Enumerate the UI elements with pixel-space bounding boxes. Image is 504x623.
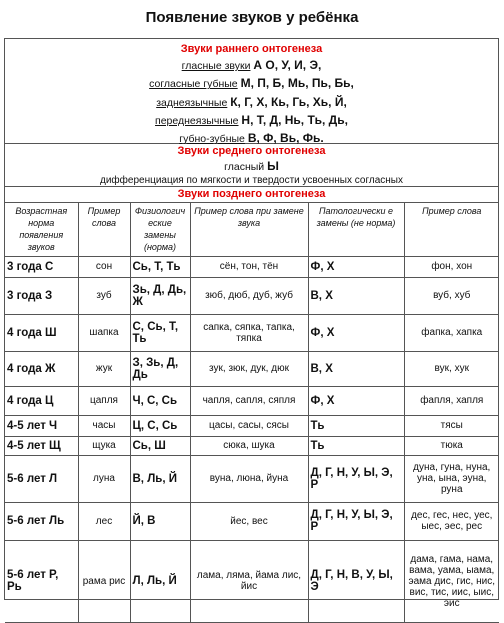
phys-cell: З, Зь, Д, Дь (130, 351, 190, 386)
header-age-norm: Возрастная норма появления звуков (5, 203, 78, 256)
path-cell: В, Х (308, 351, 404, 386)
early-row-label: переднеязычные (155, 114, 239, 127)
early-row-label: гласные звуки (181, 60, 251, 72)
phys-example-cell: йес, вес (190, 502, 308, 540)
early-section-title: Звуки раннего онтогенеза (180, 43, 323, 55)
age-cell: 5-6 лет Л (5, 455, 78, 502)
phys-cell: С, Сь, Т, Ть (130, 314, 190, 351)
path-example-cell: вуб, хуб (404, 277, 499, 314)
path-example-cell: дуна, гуна, нуна, уна, ына, эуна, руна (404, 455, 499, 502)
early-row-label: согласные губные (149, 78, 238, 91)
path-example-cell: тясы (404, 415, 499, 436)
early-row-label: губно-зубные (179, 133, 245, 146)
path-cell: Ф, Х (308, 386, 404, 415)
path-cell: Ть (308, 415, 404, 436)
age-cell: 3 года З (5, 277, 78, 314)
word-cell: цапля (78, 386, 130, 415)
middle-vowel: Ы (267, 159, 279, 173)
early-row-sounds: М, П, Б, Мь, Пь, Бь, (240, 76, 354, 91)
table-row (5, 386, 499, 415)
path-example-cell: вук, хук (404, 351, 499, 386)
phys-cell: Ч, С, Сь (130, 386, 190, 415)
age-cell: 3 года С (5, 256, 78, 277)
word-cell: рама рис (78, 540, 130, 622)
word-cell: щука (78, 436, 130, 455)
early-row-sounds: Н, Т, Д, Нь, Ть, Дь, (241, 112, 348, 127)
middle-section-title: Звуки среднего онтогенеза (177, 145, 326, 157)
page-title: Появление звуков у ребёнка (145, 9, 359, 26)
word-cell: лес (78, 502, 130, 540)
early-row-sounds: В, Ф, Вь, Фь. (247, 131, 324, 146)
age-cell: 4-5 лет Щ (5, 436, 78, 455)
middle-ontogenesis-section (5, 144, 498, 187)
table-row (5, 436, 499, 455)
word-cell: зуб (78, 277, 130, 314)
phys-example-cell: зук, зюк, дук, дюк (190, 351, 308, 386)
phys-example-cell: зюб, дюб, дуб, жуб (190, 277, 308, 314)
word-cell: луна (78, 455, 130, 502)
word-cell: часы (78, 415, 130, 436)
phys-cell: Сь, Т, Ть (130, 256, 190, 277)
path-example-cell: фапля, хапля (404, 386, 499, 415)
word-cell: жук (78, 351, 130, 386)
path-cell: Ф, Х (308, 314, 404, 351)
word-cell: шапка (78, 314, 130, 351)
header-replacement-example: Пример слова при замене звука (190, 203, 308, 256)
path-example-cell: тюка (404, 436, 499, 455)
early-row-sounds: К, Г, Х, Кь, Гь, Хь, Й, (230, 94, 347, 109)
early-row-front-lingual (5, 112, 498, 130)
header-word-example: Пример слова (78, 203, 130, 256)
phys-cell: В, Ль, Й (130, 455, 190, 502)
path-example-cell: дама, гама, нама, вама, уама, ыама, эама дис, гис, нис, вис, тис, иис, ыис, эис (404, 540, 499, 622)
late-ontogenesis-section (5, 187, 498, 203)
table-row (5, 455, 499, 502)
phys-cell: Й, В (130, 502, 190, 540)
phys-example-cell: чапля, сапля, сяпля (190, 386, 308, 415)
header-pathological-replacements: Патологически е замены (не норма) (308, 203, 404, 256)
phys-example-cell: сён, тон, тён (190, 256, 308, 277)
age-cell: 5-6 лет Р, Рь (5, 540, 78, 622)
phys-cell: Л, Ль, Й (130, 540, 190, 622)
path-example-cell: фон, хон (404, 256, 499, 277)
table-row (5, 540, 499, 622)
path-cell: Д, Г, Н, В, У, Ы, Э (308, 540, 404, 622)
early-ontogenesis-section (5, 39, 498, 144)
age-cell: 4 года Ш (5, 314, 78, 351)
age-cell: 4-5 лет Ч (5, 415, 78, 436)
table-row (5, 277, 499, 314)
middle-vowel-label: гласный (224, 161, 265, 173)
phys-example-cell: вуна, люна, йуна (190, 455, 308, 502)
early-row-label: заднеязычные (156, 96, 228, 109)
early-row-sounds: А О, У, И, Э, (253, 58, 322, 72)
table-header-row (5, 203, 499, 256)
table-row (5, 314, 499, 351)
path-cell: Д, Г, Н, У, Ы, Э, Р (308, 502, 404, 540)
early-row-labial (5, 75, 498, 93)
path-cell: Д, Г, Н, У, Ы, Э, Р (308, 455, 404, 502)
path-example-cell: дес, гес, нес, уес, ыес, эес, рес (404, 502, 499, 540)
table-row (5, 502, 499, 540)
age-cell: 4 года Ж (5, 351, 78, 386)
phys-example-cell: цасы, сасы, сясы (190, 415, 308, 436)
table-row (5, 351, 499, 386)
middle-note: дифференциация по мягкости и твердости усвоенных согласных (100, 175, 403, 186)
phys-cell: Ц, С, Сь (130, 415, 190, 436)
path-example-cell: фапка, хапка (404, 314, 499, 351)
path-cell: Ф, Х (308, 256, 404, 277)
late-sounds-table (5, 203, 499, 623)
phys-example-cell: сапка, сяпка, тапка, тяпка (190, 314, 308, 351)
phys-example-cell: сюка, шука (190, 436, 308, 455)
phys-cell: Сь, Ш (130, 436, 190, 455)
phys-cell: Зь, Д, Дь, Ж (130, 277, 190, 314)
age-cell: 4 года Ц (5, 386, 78, 415)
header-physiological-replacements: Физиологич еские замены (норма) (130, 203, 190, 256)
late-section-title: Звуки позднего онтогенеза (177, 188, 326, 200)
age-cell: 5-6 лет Ль (5, 502, 78, 540)
table-row (5, 256, 499, 277)
path-cell: В, Х (308, 277, 404, 314)
table-row (5, 415, 499, 436)
word-cell: сон (78, 256, 130, 277)
path-cell: Ть (308, 436, 404, 455)
ontogenesis-table (4, 38, 499, 609)
early-row-back-lingual (5, 94, 498, 112)
header-pathological-example: Пример слова (404, 203, 499, 256)
phys-example-cell: лама, ляма, йама лис, йис (190, 540, 308, 622)
early-row-vowels (5, 57, 498, 75)
